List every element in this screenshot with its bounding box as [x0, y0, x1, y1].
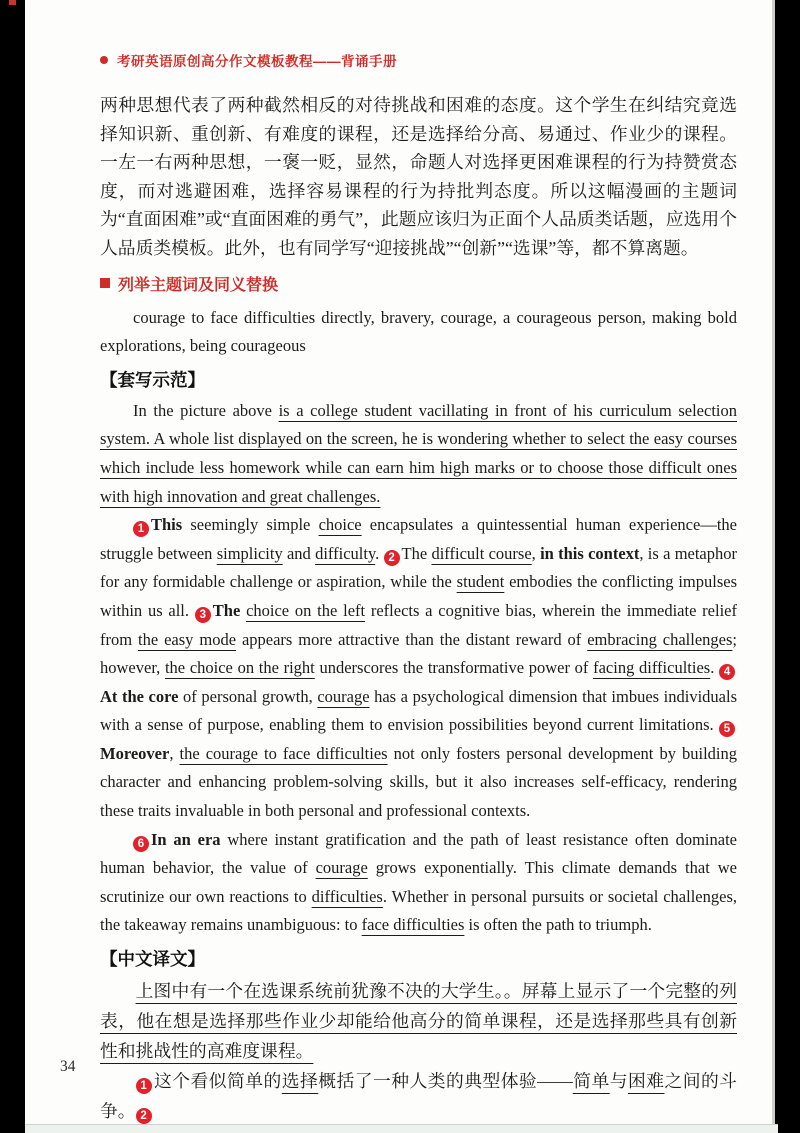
text-run: choice on the left [246, 600, 366, 620]
numbered-badge: 5 [719, 721, 735, 737]
text-run: where instant gratification and the path of least resistance often dominate human behavior, the value of [100, 829, 737, 878]
paragraph-analysis: 两种思想代表了两种截然相反的对待挑战和困难的态度。这个学生在纠结究竟选择知识新、重创新、有难度的课程，还是选择给分高、易通过、作业少的课程。一左一右两种思想，一褒一贬，显然，命题人对选择更困难课程的行为持赞赏态度，而对逃避困难，选择容易课程的行为持批判态度。所以这幅漫画的主题词为“直面困难”或“直面困难的勇气”，此题应该归为正面个人品质类话题，应选用个人品质类模板。此外，也有同学写“迎接挑战”“创新”“选课”等，都不算离题。 [100, 95, 737, 258]
page-number: 34 [60, 1058, 76, 1075]
text-run: is a college student vacillating in front of his curriculum selection system. A whole list displayed on the screen, he is wondering whether to select the easy courses which include less homework while can earn him high marks or to choose those difficult ones with high innovation and great challenges. [100, 400, 738, 506]
running-header-title: 考研英语原创高分作文模板教程——背诵手册 [117, 54, 397, 69]
paragraph-picture-description [100, 397, 737, 511]
text-run: 这个看似简单的 [153, 1071, 282, 1092]
text-run: appears more attractive than the distant reward of [236, 629, 588, 649]
book-page [25, 0, 775, 1132]
paragraph-translation-sentence1 [100, 1066, 737, 1126]
text-run: , [169, 743, 180, 763]
text-run: In the picture above [133, 400, 279, 420]
text-run: ; however, [100, 629, 737, 678]
numbered-badge: 4 [719, 664, 735, 680]
text-run: 与 [609, 1071, 628, 1092]
text-run: reflects a cognitive bias, wherein the immediate relief from [100, 600, 737, 649]
paragraph-synonym-list: courage to face difficulties directly, bravery, courage, a courageous person, making bold explorations, being courageous [100, 307, 737, 356]
numbered-badge: 3 [195, 607, 211, 623]
text-run: choice [318, 515, 362, 535]
text-run: The [401, 543, 432, 563]
text-run: the courage to face difficulties [179, 743, 388, 763]
running-header [100, 50, 737, 70]
text-run: This [151, 515, 183, 535]
numbered-badge: 1 [133, 521, 149, 537]
text-run: , [531, 543, 541, 563]
text-run: in this context [540, 543, 640, 563]
text-run: has a psychological dimension that imbues individuals with a sense of purpose, enabling them to envision possibilities beyond current limitations. [100, 686, 738, 735]
text-run: 选择 [281, 1071, 319, 1092]
paragraph-translation [100, 976, 737, 1066]
text-run: The [212, 600, 241, 620]
text-run: 之间的斗争。 [100, 1071, 737, 1122]
text-run: encapsulates a quintessential human experience—the struggle between [100, 515, 737, 563]
text-run: and [282, 543, 316, 563]
red-corner-mark [9, 0, 16, 5]
text-run: grows exponentially. This climate demands that we scrutinize our own reactions to [100, 858, 737, 906]
text-run: underscores the transformative power of [314, 658, 594, 678]
numbered-badge: 2 [136, 1108, 152, 1124]
numbered-badge: 6 [133, 836, 149, 852]
text-run: In an era [151, 829, 221, 849]
numbered-badge: 1 [136, 1078, 152, 1094]
text-run: 上图中有一个在选课系统前犹豫不决的大学生。。屏幕上显示了一个完整的列表，他在想是选择那些作业少却能给他高分的简单课程，还是选择那些具有创新性和挑战性的高难度课程。 [100, 981, 737, 1062]
text-run: the choice on the right [164, 658, 315, 678]
text-run: courage [315, 858, 368, 878]
text-run: At the core [100, 686, 179, 706]
numbered-badge: 2 [384, 550, 400, 566]
page-content [100, 50, 737, 1126]
text-run: is often the path to triumph. [464, 915, 652, 935]
heading-template-demo: 【套写示范】 [100, 369, 205, 390]
text-run: 困难 [627, 1071, 665, 1092]
text-run: 概括了一种人类的典型体验—— [318, 1071, 573, 1092]
section-heading-synonyms [100, 272, 737, 295]
text-run: embodies the conflicting impulses within us all. [100, 572, 737, 620]
text-run: embracing challenges [587, 629, 733, 649]
text-run: difficulties [311, 886, 383, 906]
header-bullet-icon [100, 56, 108, 64]
text-run: not only fosters personal development by building character and enhancing problem-solving skills, but it also increases self-efficacy, rendering these traits invaluable in both personal and professional contexts. [100, 743, 738, 821]
text-run: difficulty [315, 543, 376, 563]
heading-chinese-translation: 【中文译文】 [100, 949, 205, 970]
text-run: . [375, 543, 384, 563]
section-heading-label: 列举主题词及同义替换 [118, 276, 279, 294]
text-run: . [710, 658, 720, 678]
paragraph-essay-body [100, 511, 737, 826]
text-run: of personal growth, [178, 686, 318, 706]
text-run: the easy mode [138, 629, 237, 649]
text-run: 简单 [572, 1071, 610, 1092]
section-square-bullet-icon [100, 278, 110, 288]
text-run: , is a metaphor for any formidable challenge or aspiration, while the [100, 543, 737, 592]
text-run: difficult course [431, 543, 532, 563]
text-run: seemingly simple [182, 515, 319, 535]
text-run: Moreover [100, 743, 170, 763]
text-run: simplicity [216, 543, 283, 563]
text-run: student [456, 572, 505, 592]
text-run: courage [317, 686, 370, 706]
text-run: . Whether in personal pursuits or societal challenges, the takeaway remains unambiguous: to [100, 886, 737, 935]
paragraph-essay-conclusion [100, 826, 737, 940]
text-run: facing difficulties [593, 658, 711, 678]
text-run: face difficulties [361, 915, 465, 935]
